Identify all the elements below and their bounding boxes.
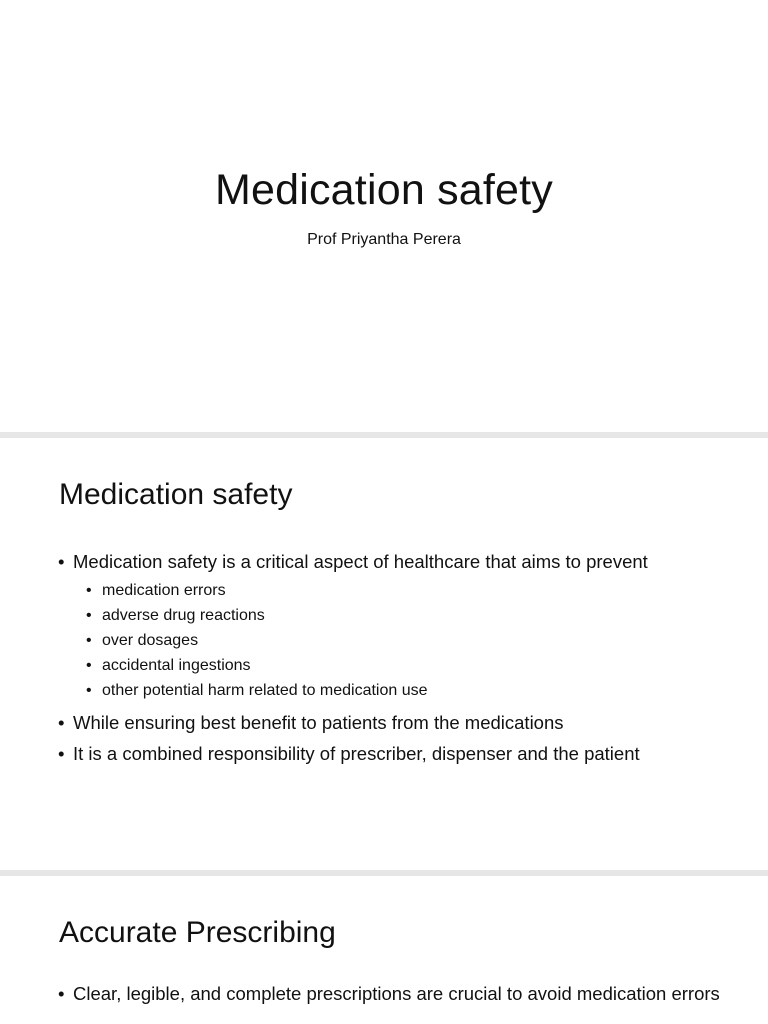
content-slide-accurate-prescribing bbox=[0, 876, 768, 1024]
slide-subtitle: Prof Priyantha Perera bbox=[307, 231, 461, 248]
slide-title: Medication safety bbox=[214, 166, 553, 214]
title-slide bbox=[0, 0, 768, 432]
bullet-list bbox=[58, 550, 738, 773]
sub-bullet-list bbox=[86, 578, 738, 703]
bullet-text: Medication safety is a critical aspect of healthcare that aims to prevent bbox=[73, 551, 648, 572]
sub-bullet-item: • accidental ingestions bbox=[86, 653, 738, 678]
sub-bullet-item: • adverse drug reactions bbox=[86, 603, 738, 628]
content-slide-medication-safety bbox=[0, 438, 768, 870]
bullet-item bbox=[58, 550, 738, 703]
slide-heading: Accurate Prescribing bbox=[59, 916, 336, 949]
sub-bullet-item: • medication errors bbox=[86, 578, 738, 603]
bullet-item: • While ensuring best benefit to patients from the medications bbox=[58, 711, 738, 734]
bullet-item: • Clear, legible, and complete prescriptions are crucial to avoid medication errors bbox=[58, 982, 738, 1005]
sub-bullet-item: • over dosages bbox=[86, 628, 738, 653]
bullet-list bbox=[58, 982, 738, 1013]
bullet-item: • It is a combined responsibility of prescriber, dispenser and the patient bbox=[58, 742, 738, 765]
sub-bullet-item: • other potential harm related to medication use bbox=[86, 678, 738, 703]
slide-heading: Medication safety bbox=[59, 478, 293, 511]
